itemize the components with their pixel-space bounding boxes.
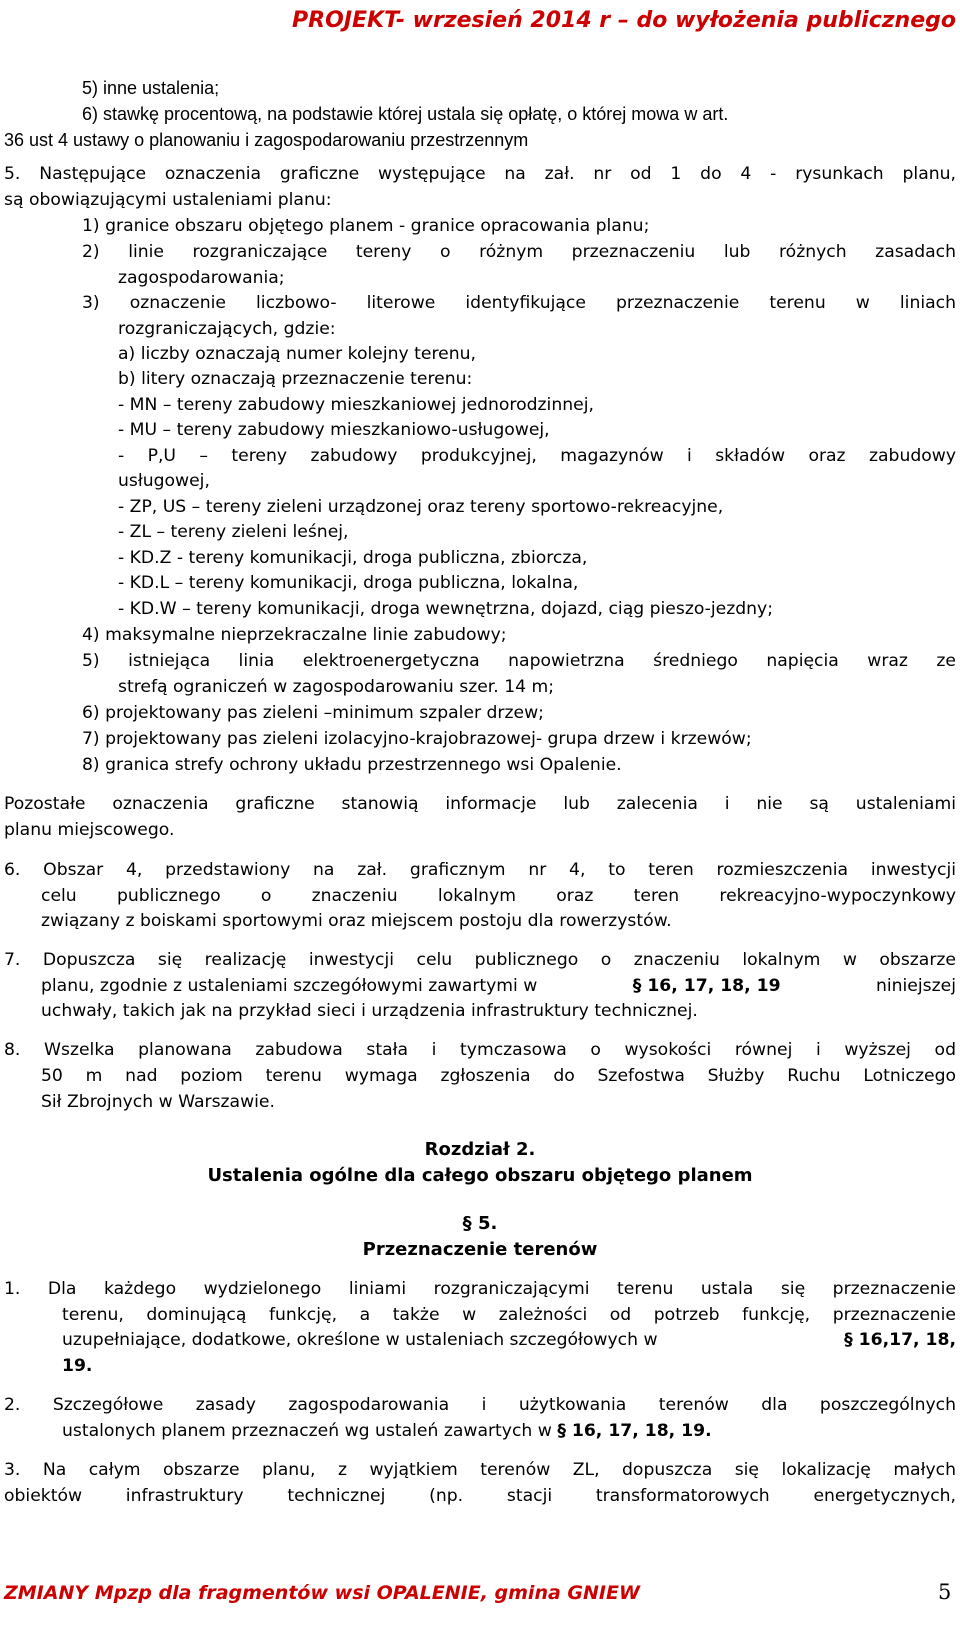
text-line: 36 ust 4 ustawy o planowaniu i zagospodarowaniu przestrzennym [4, 130, 529, 150]
section-title: Przeznaczenie terenów [362, 1239, 598, 1260]
text-span: planu, zgodnie z ustaleniami szczegółowymi zawartymi w [41, 976, 538, 996]
page-footer: ZMIANY Mpzp dla fragmentów wsi OPALENIE, gmina GNIEW [4, 1582, 640, 1604]
text-line: zagospodarowania; [118, 268, 285, 288]
text-line: Sił Zbrojnych w Warszawie. [41, 1092, 275, 1112]
text-line: 3. Na całym obszarze planu, z wyjątkiem terenów ZL, dopuszcza się lokalizację małych [4, 1460, 956, 1480]
text-line: obiektów infrastruktury technicznej (np. stacji transformatorowych energetycznych, [4, 1486, 956, 1506]
text-line: 7) projektowany pas zieleni izolacyjno-krajobrazowej- grupa drzew i krzewów; [82, 729, 752, 749]
text-line: planu miejscowego. [4, 820, 175, 840]
text-line: 50 m nad poziom terenu wymaga zgłoszenia do Szefostwa Służby Ruchu Lotniczego [41, 1066, 956, 1086]
text-line: 8) granica strefy ochrony układu przestrzennego wsi Opalenie. [82, 755, 622, 775]
text-line: 8. Wszelka planowana zabudowa stała i tymczasowa o wysokości równej i wyższej od [4, 1040, 956, 1060]
text-line: 19. [62, 1356, 93, 1376]
text-line: - P,U – tereny zabudowy produkcyjnej, magazynów i składów oraz zabudowy [118, 446, 956, 466]
paragraph-reference: § 16, 17, 18, 19 [632, 976, 781, 996]
text-line [62, 1419, 712, 1443]
text-line: 6) projektowany pas zieleni –minimum szpaler drzew; [82, 703, 544, 723]
text-line: rozgraniczających, gdzie: [118, 319, 336, 339]
text-line: a) liczby oznaczają numer kolejny terenu, [118, 344, 476, 364]
text-line: - MN – tereny zabudowy mieszkaniowej jednorodzinnej, [118, 395, 594, 415]
text-line: - ZL – tereny zieleni leśnej, [118, 522, 349, 542]
text-line: strefą ograniczeń w zagospodarowaniu szer. 14 m; [118, 677, 555, 697]
text-line: usługowej, [118, 471, 210, 491]
text-line: 2) linie rozgraniczające tereny o różnym przeznaczeniu lub różnych zasadach [82, 242, 956, 262]
text-line: 1) granice obszaru objętego planem - granice opracowania planu; [82, 216, 650, 236]
paragraph-reference: § 16,17, 18, [844, 1330, 956, 1350]
text-line: 7. Dopuszcza się realizację inwestycji celu publicznego o znaczeniu lokalnym w obszarze [4, 950, 956, 970]
page-header: PROJEKT- wrzesień 2014 r – do wyłożenia publicznego [292, 8, 956, 33]
text-line: - KD.L – tereny komunikacji, droga publiczna, lokalna, [118, 573, 579, 593]
text-line: 6. Obszar 4, przedstawiony na zał. graficznym nr 4, to teren rozmieszczenia inwestycji [4, 860, 956, 880]
paragraph-reference: § 16, 17, 18, 19. [557, 1421, 712, 1441]
text-span: uzupełniające, dodatkowe, określone w ustaleniach szczegółowych w [62, 1330, 658, 1350]
text-line: 5) istniejąca linia elektroenergetyczna napowietrzna średniego napięcia wraz ze [82, 651, 956, 671]
text-line: - MU – tereny zabudowy mieszkaniowo-usługowej, [118, 420, 550, 440]
text-line: Pozostałe oznaczenia graficzne stanowią informacje lub zalecenia i nie są ustaleniami [4, 794, 956, 814]
text-line: - KD.W – tereny komunikacji, droga wewnętrzna, dojazd, ciąg pieszo-jezdny; [118, 599, 774, 619]
text-span: ustalonych planem przeznaczeń wg ustaleń zawartych w [62, 1421, 552, 1441]
text-line: 5. Następujące oznaczenia graficzne występujące na zał. nr od 1 do 4 - rysunkach planu, [4, 164, 956, 184]
text-line: terenu, dominującą funkcję, a także w zależności od potrzeb funkcję, przeznaczenie [62, 1305, 956, 1325]
text-line: związany z boiskami sportowymi oraz miejscem postoju dla rowerzystów. [41, 911, 672, 931]
page-number: 5 [938, 1580, 952, 1604]
text-line: 1. Dla każdego wydzielonego liniami rozgraniczającymi terenu ustala się przeznaczenie [4, 1279, 956, 1299]
text-line: 2. Szczegółowe zasady zagospodarowania i użytkowania terenów dla poszczególnych [4, 1395, 956, 1415]
text-span: niniejszej [875, 976, 956, 996]
text-line [41, 974, 956, 998]
text-line [62, 1328, 956, 1352]
text-line: 4) maksymalne nieprzekraczalne linie zabudowy; [82, 625, 507, 645]
text-line: 5) inne ustalenia; [82, 78, 220, 98]
text-line: - ZP, US – tereny zieleni urządzonej oraz tereny sportowo-rekreacyjne, [118, 497, 724, 517]
text-line: uchwały, takich jak na przykład sieci i urządzenia infrastruktury technicznej. [41, 1001, 698, 1021]
text-line: 6) stawkę procentową, na podstawie której ustala się opłatę, o której mowa w art. [82, 104, 729, 124]
text-line: b) litery oznaczają przeznaczenie terenu: [118, 369, 473, 389]
chapter-title: Rozdział 2. [424, 1139, 536, 1160]
text-line: celu publicznego o znaczeniu lokalnym oraz teren rekreacyjno-wypoczynkowy [41, 886, 956, 906]
section-number: § 5. [462, 1213, 498, 1234]
text-line: - KD.Z - tereny komunikacji, droga publiczna, zbiorcza, [118, 548, 588, 568]
text-line: 3) oznaczenie liczbowo- literowe identyfikujące przeznaczenie terenu w liniach [82, 293, 956, 313]
chapter-subtitle: Ustalenia ogólne dla całego obszaru objętego planem [207, 1165, 753, 1186]
text-line: są obowiązującymi ustaleniami planu: [4, 190, 332, 210]
